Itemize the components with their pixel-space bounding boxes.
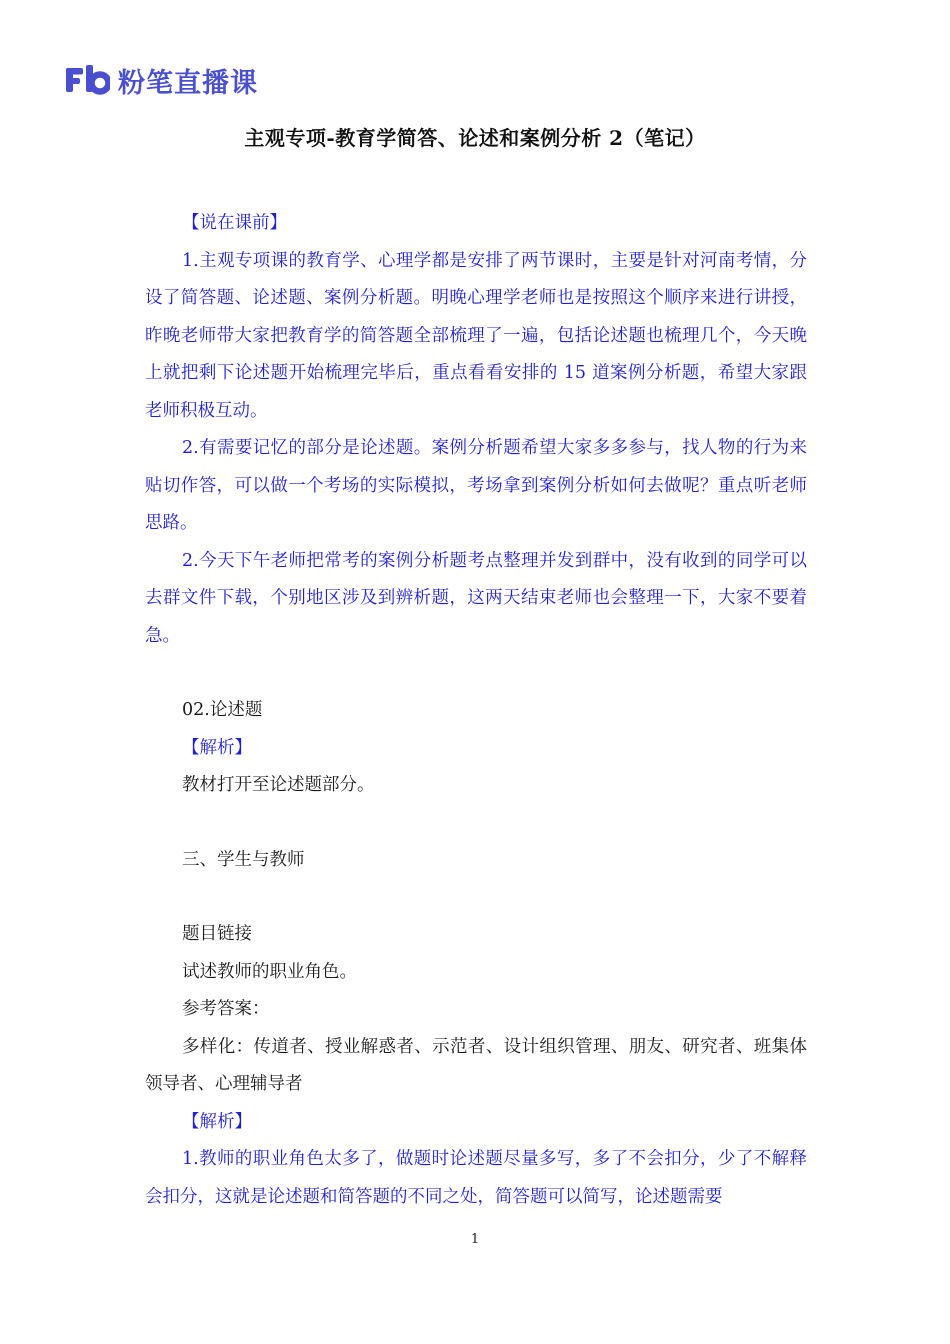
section-3-heading: 三、学生与教师 (182, 849, 305, 870)
question-analysis-label: 【解析】 (182, 1111, 252, 1132)
question-text: 试述教师的职业角色。 (182, 961, 357, 982)
question-link-label: 题目链接 (182, 924, 252, 944)
intro-heading: 【说在课前】 (182, 213, 287, 233)
section-02-analysis-label: 【解析】 (182, 737, 252, 758)
intro-paragraph-1: 1.主观专项课的教育学、心理学都是安排了两节课时，主要是针对河南考情，分设了简答题、论述题、案例分析题。明晚心理学老师也是按照这个顺序来进行讲授，昨晚老师带大家把教育学的简答题全部梳理了一遍，包括论述题也梳理几个，今天晚上就把剩下论述题开始梳理完毕后，重点看看安排的 15 道案例分析题，希望大家跟老师积极互动。 (145, 250, 807, 421)
section-02-analysis-text: 教材打开至论述题部分。 (182, 775, 375, 795)
document-body (145, 205, 807, 1216)
section-02-heading: 02.论述题 (182, 700, 263, 720)
logo-text: 粉笔直播课 (118, 67, 258, 99)
document-title: 主观专项-教育学简答、论述和案例分析 2（笔记） (244, 126, 706, 150)
answer-text: 多样化：传道者、授业解惑者、示范者、设计组织管理、朋友、研究者、班集体领导者、心理辅导者 (145, 1036, 807, 1094)
intro-paragraph-3: 2.今天下午老师把常考的案例分析题考点整理并发到群中，没有收到的同学可以去群文件下载，个别地区涉及到辨析题，这两天结束老师也会整理一下，大家不要着急。 (145, 550, 807, 646)
fb-logo-icon (66, 65, 110, 95)
intro-paragraph-2: 2.有需要记忆的部分是论述题。案例分析题希望大家多多参与，找人物的行为来贴切作答，可以做一个考场的实际模拟，考场拿到案例分析如何去做呢？重点听老师思路。 (145, 438, 807, 533)
question-analysis-text: 1.教师的职业角色太多了，做题时论述题尽量多写，多了不会扣分，少了不解释会扣分，这就是论述题和简答题的不同之处，简答题可以简写，论述题需要 (145, 1149, 807, 1207)
answer-label: 参考答案： (182, 999, 270, 1019)
brand-logo (66, 60, 258, 100)
page-number: 1 (470, 1232, 480, 1247)
